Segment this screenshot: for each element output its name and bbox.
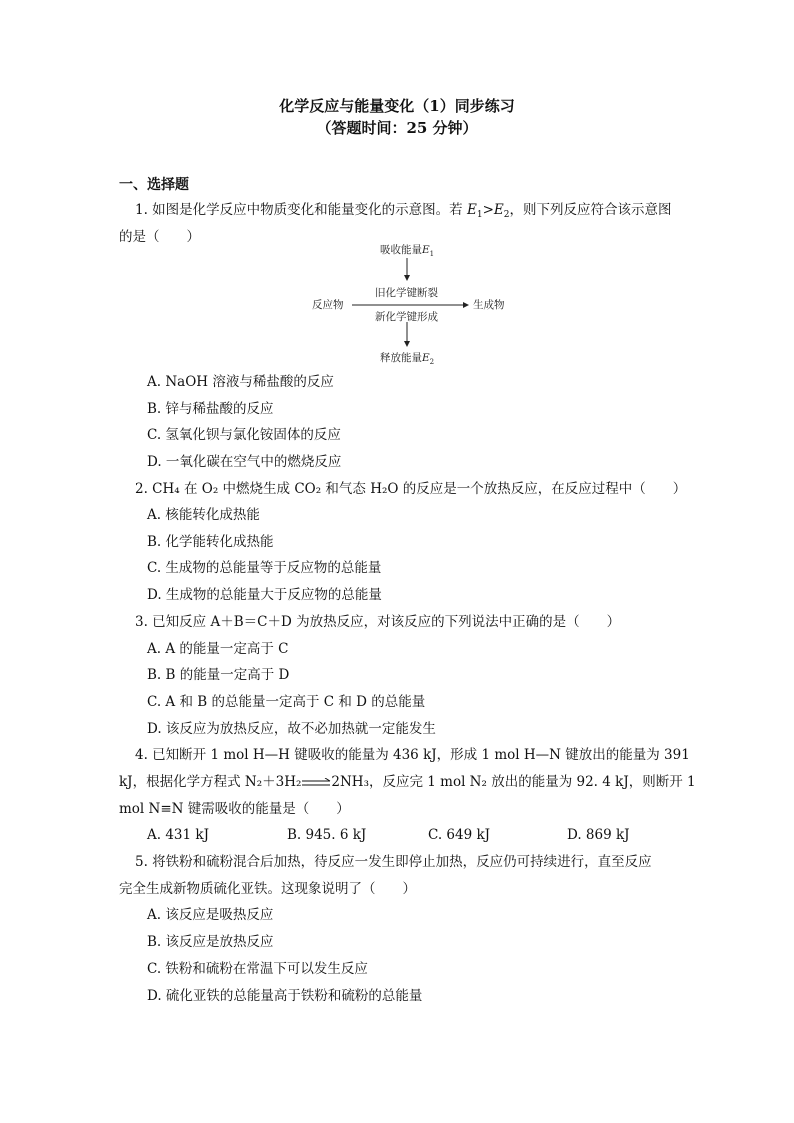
energy-diagram xyxy=(300,238,520,368)
question-5-option-c: C. 铁粉和硫粉在常温下可以发生反应 xyxy=(147,961,368,977)
question-2-stem: 2. CH₄ 在 O₂ 中燃烧生成 CO₂ 和气态 H₂O 的反应是一个放热反应，在反应过程中（ ） xyxy=(135,481,687,497)
question-2-option-a: A. 核能转化成热能 xyxy=(147,507,260,523)
question-2-option-d: D. 生成物的总能量大于反应物的总能量 xyxy=(147,587,382,603)
question-3-option-a: A. A 的能量一定高于 C xyxy=(147,641,289,657)
question-1-stem-line-2: 的是（ ） xyxy=(119,229,200,245)
document-title: 化学反应与能量变化（1）同步练习 xyxy=(279,97,515,115)
question-1-option-c: C. 氢氧化钡与氯化铵固体的反应 xyxy=(147,427,341,443)
question-3-option-d: D. 该反应为放热反应，故不必加热就一定能发生 xyxy=(147,721,436,737)
product-label: 生成物 xyxy=(473,299,505,311)
question-3-stem: 3. 已知反应 A＋B＝C＋D 为放热反应，对该反应的下列说法中正确的是（ ） xyxy=(135,614,621,630)
question-4-stem-line-1: 4. 已知断开 1 mol H—H 键吸收的能量为 436 kJ，形成 1 mol H—N 键放出的能量为 391 xyxy=(135,747,690,763)
question-1-stem-line-1: 1. 如图是化学反应中物质变化和能量变化的示意图。若 $E_1>E_2$，则下列反应符合该示意图 xyxy=(135,202,672,220)
document-subtitle: （答题时间：25 分钟） xyxy=(316,119,478,137)
new-bond-label: 新化学键形成 xyxy=(375,311,438,323)
question-5-option-a: A. 该反应是吸热反应 xyxy=(147,907,274,923)
question-3-option-c: C. A 和 B 的总能量一定高于 C 和 D 的总能量 xyxy=(147,694,426,710)
question-4-option-b: B. 945. 6 kJ xyxy=(287,827,367,843)
release-energy-label: 释放能量$E_2$ xyxy=(380,352,435,366)
question-5-stem-line-2: 完全生成新物质硫化亚铁。这现象说明了（ ） xyxy=(119,881,416,897)
question-2-option-b: B. 化学能转化成热能 xyxy=(147,534,274,550)
question-4-stem-line-2: kJ，根据化学方程式 N₂＋3H₂ 2NH₃，反应完 1 mol N₂ 放出的能量为 92. 4 kJ，则断开 1 xyxy=(119,774,696,790)
question-4-stem-line-3: mol N≡N 键需吸收的能量是（ ） xyxy=(119,801,350,817)
question-1-option-d: D. 一氧化碳在空气中的燃烧反应 xyxy=(147,454,342,470)
question-3-option-b: B. B 的能量一定高于 D xyxy=(147,667,290,683)
question-4-option-a: A. 431 kJ xyxy=(147,827,209,843)
question-5-option-d: D. 硫化亚铁的总能量高于铁粉和硫粉的总能量 xyxy=(147,988,423,1004)
question-5-option-b: B. 该反应是放热反应 xyxy=(147,934,274,950)
question-4-option-c: C. 649 kJ xyxy=(428,827,491,843)
reactant-label: 反应物 xyxy=(312,299,344,311)
question-1-option-b: B. 锌与稀盐酸的反应 xyxy=(147,401,274,417)
section-heading: 一、选择题 xyxy=(119,177,189,193)
question-4-option-d: D. 869 kJ xyxy=(567,827,630,843)
question-5-stem-line-1: 5. 将铁粉和硫粉混合后加热，待反应一发生即停止加热，反应仍可持续进行，直至反应 xyxy=(135,854,652,870)
question-1-option-a: A. NaOH 溶液与稀盐酸的反应 xyxy=(147,374,334,390)
absorb-energy-label: 吸收能量$E_1$ xyxy=(380,244,435,258)
question-2-option-c: C. 生成物的总能量等于反应物的总能量 xyxy=(147,560,382,576)
old-bond-label: 旧化学键断裂 xyxy=(375,287,438,299)
equilibrium-arrow-icon xyxy=(301,778,331,788)
